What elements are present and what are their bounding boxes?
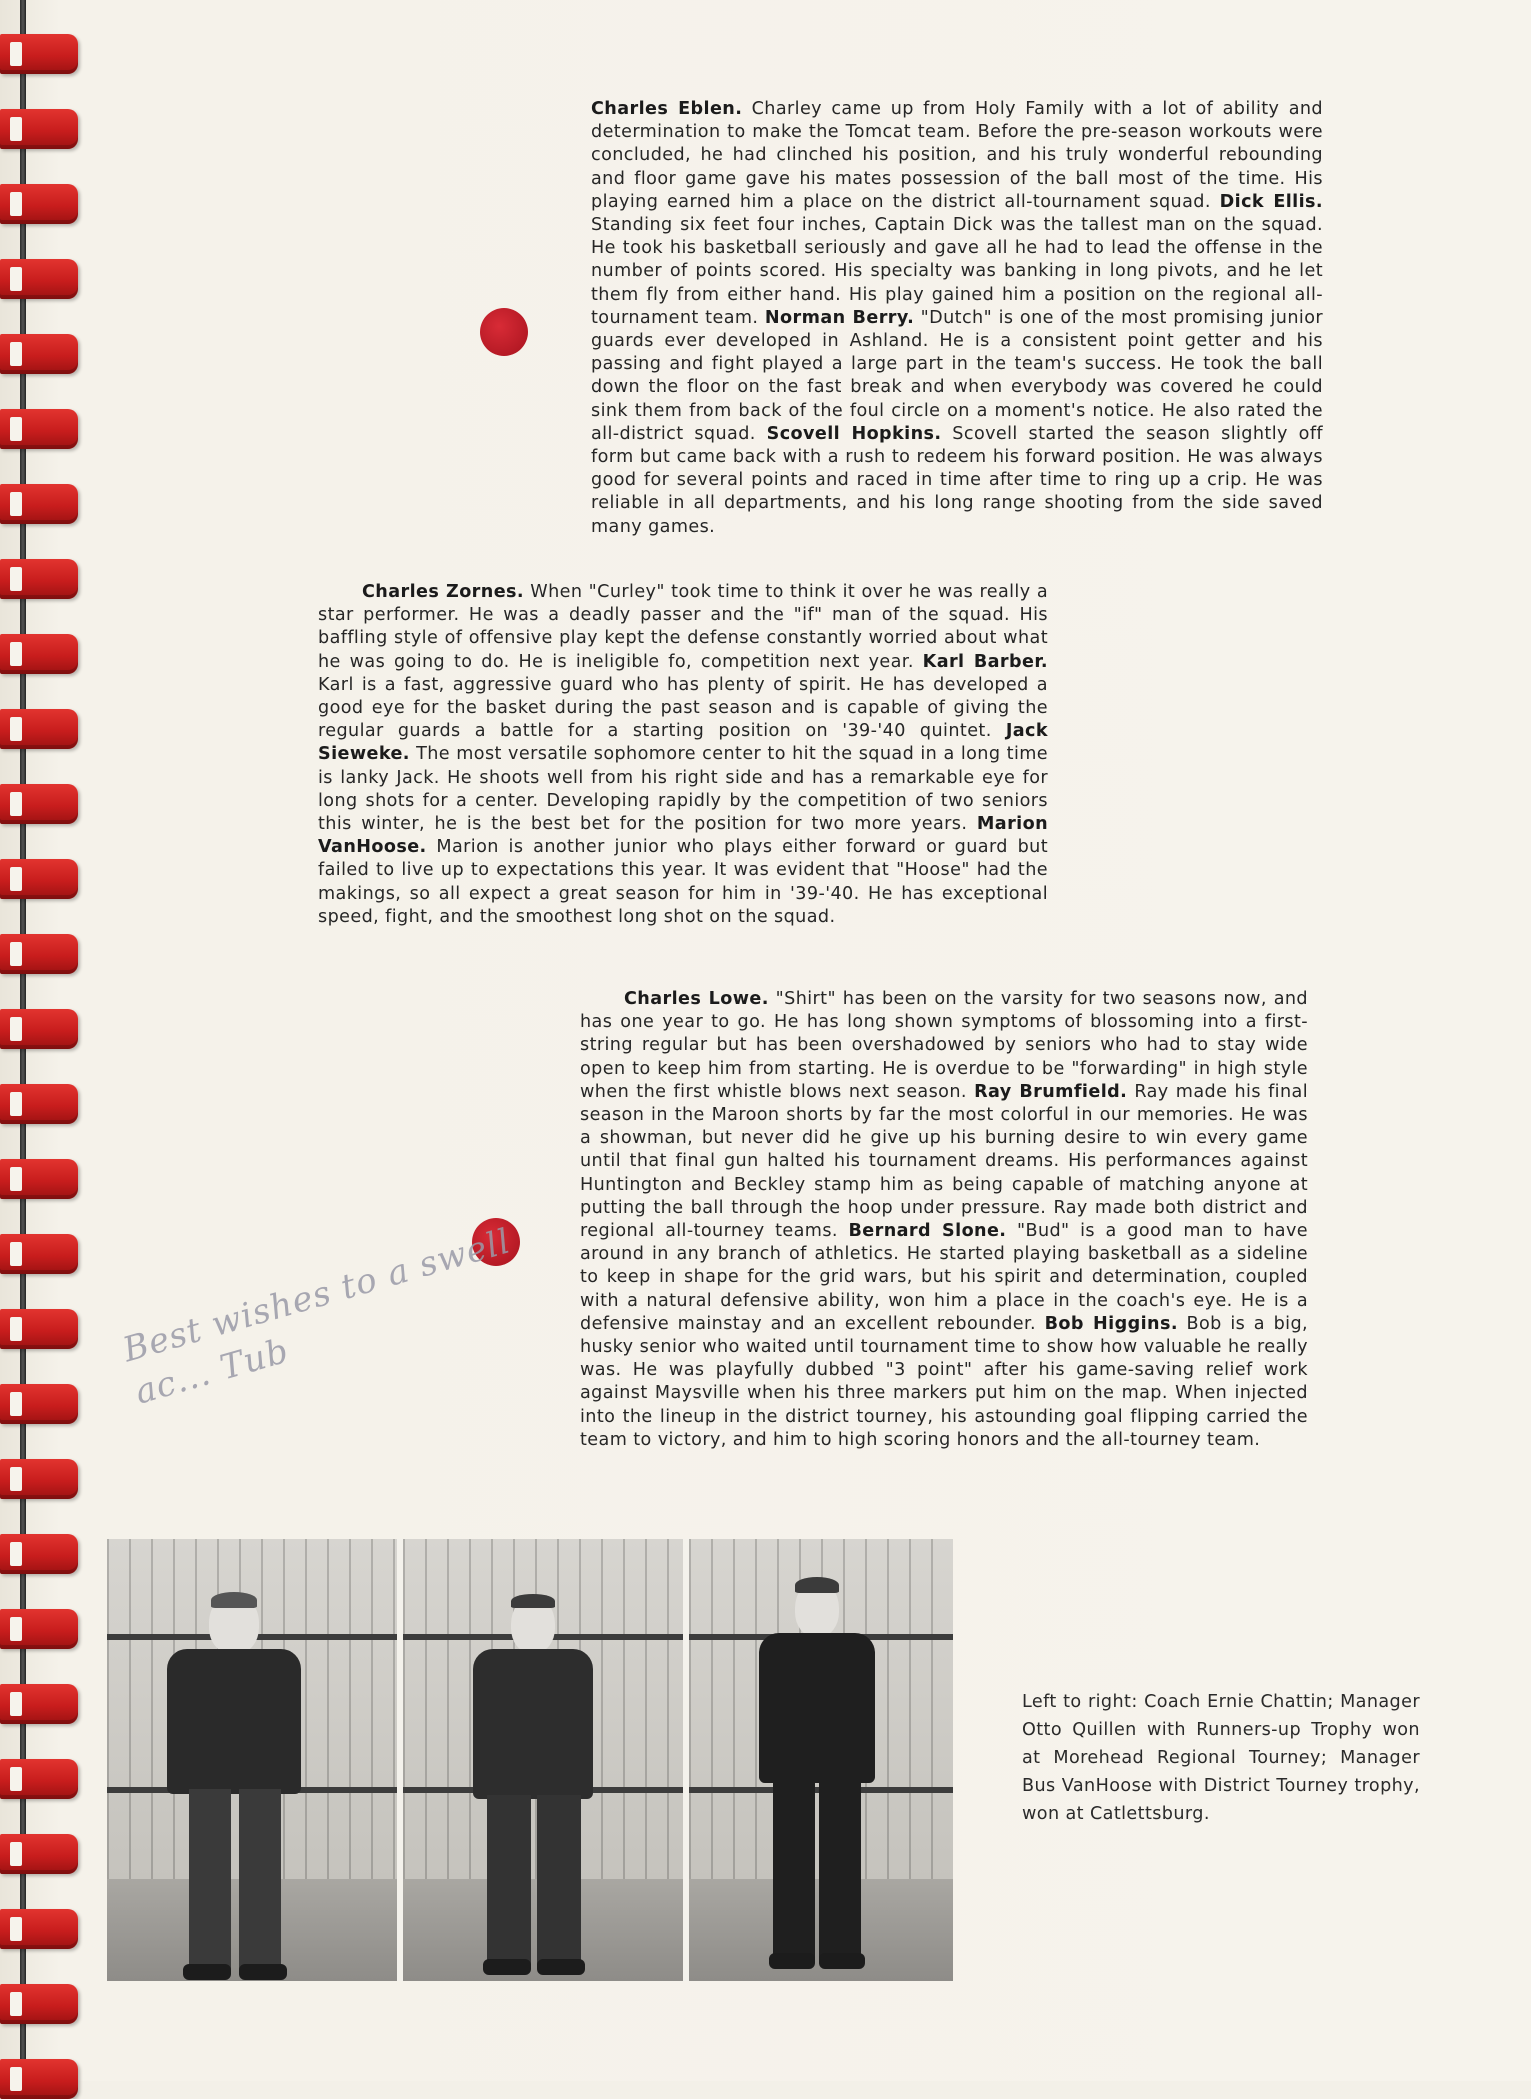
- player-name: Charles Lowe.: [624, 989, 769, 1009]
- binding-coil: [0, 109, 78, 149]
- photo-panel-manager-vanhoose: [689, 1539, 953, 1981]
- player-name: Charles Eblen.: [591, 99, 743, 119]
- binding-coil: [0, 334, 78, 374]
- player-description: Karl is a fast, aggressive guard who has plenty of spirit. He has developed a good eye for the basket during the past season and is capable of giving the regular guards a battle for a starting position on '39-'40 quintet.: [318, 674, 1048, 742]
- binding-coil: [0, 634, 78, 674]
- binding-coil: [0, 409, 78, 449]
- player-name: Marion VanHoose.: [318, 814, 1048, 858]
- binding-coil: [0, 559, 78, 599]
- player-description: "Shirt" has been on the varsity for two seasons now, and has one year to go. He has long shown symptoms of blossoming into a first-string regular but has been overshadowed by seniors who had to stay wide open to keep him from starting. He is overdue to be "forwarding" in high style when the first whistle blows next season.: [580, 989, 1308, 1102]
- red-dot-marker: [480, 308, 528, 356]
- binding-coil: [0, 1009, 78, 1049]
- binding-coil: [0, 34, 78, 74]
- binding-coil: [0, 1534, 78, 1574]
- binding-coil: [0, 709, 78, 749]
- binding-coil: [0, 2059, 78, 2099]
- binding-coil: [0, 934, 78, 974]
- binding-coil: [0, 1909, 78, 1949]
- player-name: Norman Berry.: [764, 307, 915, 328]
- handwritten-inscription: Best wishes to a swell ac... Tub: [118, 1221, 516, 1413]
- binding-coil: [0, 1234, 78, 1274]
- binding-coil: [0, 859, 78, 899]
- binding-coil: [0, 1984, 78, 2024]
- player-description: "Bud" is a good man to have around in any branch of athletics. He started playing basketball as a sideline to keep in shape for the grid wars, but his spirit and determination, coupled with a natural defensive ability, won him a place in the coach's eye. He is a defensive mainstay and an excellent rebounder.: [580, 1221, 1308, 1334]
- player-name: Ray Brumfield.: [974, 1081, 1128, 1102]
- binding-coil: [0, 1759, 78, 1799]
- player-description: Charley came up from Holy Family with a lot of ability and determination to make the Tomcat team. Before the pre-season workouts were concluded, he had clinched his position, and his truly wonderful rebounding and floor game gave his mates possession of the ball most of the time. His playing earned him a place on the district all-tournament squad.: [591, 99, 1323, 212]
- player-description: Bob is a big, husky senior who waited until tournament time to show how valuable he really was. He was playfully dubbed "3 point" after his game-saving relief work against Maysville when his three markers put him on the map. When injected into the lineup in the district tourney, his astounding goal flipping carried the team to victory, and him to high scoring honors and the all-tourney team.: [580, 1313, 1309, 1450]
- photo-panel-coach: [107, 1539, 397, 1981]
- spiral-binding: [0, 0, 80, 2081]
- player-name: Bob Higgins.: [1044, 1313, 1178, 1334]
- binding-coil: [0, 1084, 78, 1124]
- player-name: Bernard Slone.: [848, 1221, 1007, 1242]
- binding-coil: [0, 184, 78, 224]
- player-paragraph-3: [580, 988, 1308, 1452]
- player-description: Scovell started the season slightly off form but came back with a rush to redeem his forward position. He was always good for several points and raced in time after time to ring up a crip. He was reliable in all departments, and his long range shooting from the side saved many games.: [591, 423, 1324, 537]
- player-description: Marion is another junior who plays either forward or guard but failed to live up to expectations this year. It was evident that "Hoose" had the makings, so all expect a great season for him in '39-'40. He has exceptional speed, fight, and the smoothest long shot on the squad.: [318, 837, 1048, 927]
- binding-coil: [0, 784, 78, 824]
- binding-coil: [0, 1309, 78, 1349]
- player-description: "Dutch" is one of the most promising junior guards ever developed in Ashland. He is a consistent point getter and his passing and fight played a large part in the team's success. He took the ball down the floor on the fast break and when everybody was covered he could sink them from back of the foul circle on a moment's notice. He also rated the all-district squad.: [591, 307, 1323, 444]
- binding-coil: [0, 1834, 78, 1874]
- player-description: The most versatile sophomore center to hit the squad in a long time is lanky Jack. He shoots well from his right side and has a remarkable eye for long shots for a center. Developing rapidly by the competition of two seniors this winter, he is the best bet for the position for two more years.: [318, 744, 1048, 835]
- player-name: Dick Ellis.: [1219, 191, 1324, 212]
- binding-coil: [0, 1609, 78, 1649]
- binding-coil: [0, 1684, 78, 1724]
- team-staff-photo: [107, 1539, 953, 1981]
- player-name: Jack Sieweke.: [318, 721, 1048, 765]
- player-paragraph-1: [591, 98, 1323, 539]
- binding-coil: [0, 1159, 78, 1199]
- binding-coil: [0, 1459, 78, 1499]
- player-name: Charles Zornes.: [362, 582, 524, 602]
- photo-panel-manager-quillen: [403, 1539, 683, 1981]
- binding-coil: [0, 259, 78, 299]
- binding-coil: [0, 484, 78, 524]
- player-name: Karl Barber.: [922, 651, 1048, 672]
- binding-coil: [0, 1384, 78, 1424]
- player-paragraph-2: [318, 581, 1048, 929]
- player-description: Standing six feet four inches, Captain Dick was the tallest man on the squad. He took his basketball seriously and gave all he had to lead the offense in the number of points scored. His specialty was banking in long pivots, and he let them fly from either hand. His play gained him a position on the regional all-tournament team.: [591, 215, 1323, 328]
- player-description: When "Curley" took time to think it over he was really a star performer. He was a deadly passer and the "if" man of the squad. His baffling style of offensive play kept the defense constantly worried about what he was going to do. He is ineligible fo, competition next year.: [318, 582, 1048, 672]
- player-name: Scovell Hopkins.: [766, 423, 942, 444]
- photo-caption: Left to right: Coach Ernie Chattin; Manager Otto Quillen with Runners-up Trophy won at Morehead Regional Tourney; Manager Bus VanHoose with District Tourney trophy, won at Catlettsburg.: [1022, 1692, 1420, 1824]
- player-description: Ray made his final season in the Maroon shorts by far the most colorful in our memories. He was a showman, but never did he give up his burning desire to win every game until that final gun halted his tournament dreams. His performances against Huntington and Beckley stamp him as being capable of matching anyone at putting the ball through the hoop under pressure. Ray made both district and regional all-tourney teams.: [580, 1081, 1308, 1242]
